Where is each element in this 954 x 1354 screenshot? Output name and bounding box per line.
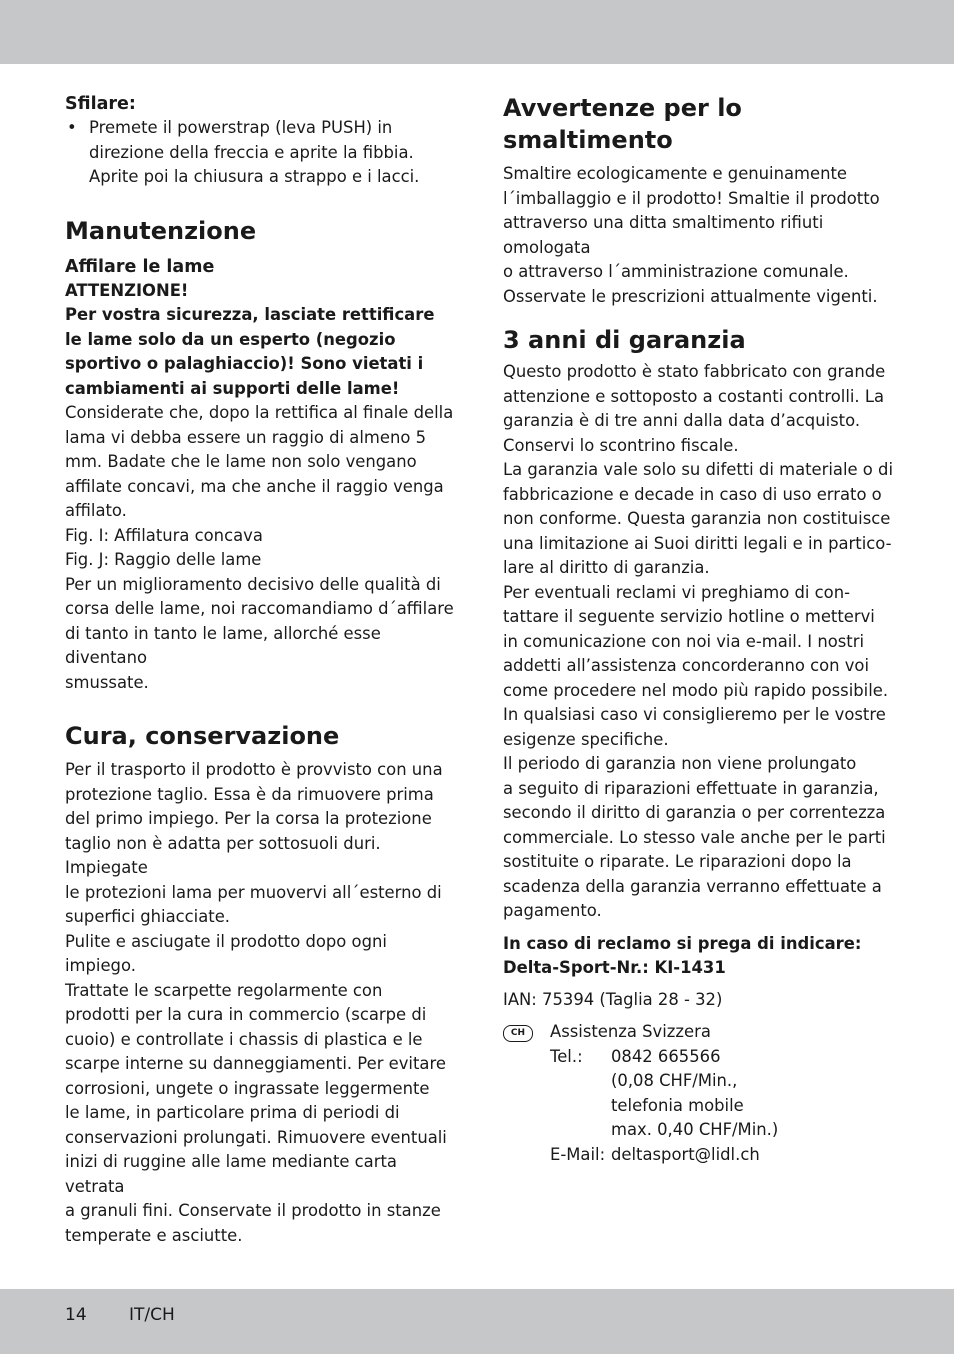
text-line: come procedere nel modo più rapido possibile. xyxy=(503,680,889,700)
text-line: in comunicazione con noi via e-mail. I nostri xyxy=(503,631,864,651)
sfilare-bullet-text xyxy=(89,116,419,190)
warning-line: sportivo o palaghiaccio)! Sono vietati i xyxy=(65,354,424,373)
text-line: Trattate le scarpette regolarmente con xyxy=(65,980,383,1000)
affilare-body xyxy=(65,401,457,695)
text-line: Per eventuali reclami vi preghiamo di con- xyxy=(503,582,851,602)
warning-line: ATTENZIONE! xyxy=(65,280,189,300)
sfilare-bullet xyxy=(65,116,457,190)
text-line: Per il trasporto il prodotto è provvisto con una xyxy=(65,760,443,779)
text-line: commerciale. Lo stesso vale anche per le parti xyxy=(503,827,886,847)
text-line: temperate e asciutte. xyxy=(65,1225,243,1245)
service-details xyxy=(550,1020,778,1167)
text-line: attraverso una ditta smaltimento rifiuti omologata xyxy=(503,213,824,257)
text-line: Per un miglioramento decisivo delle qualità di xyxy=(65,574,441,594)
text-line: le lame, in particolare prima di periodi di xyxy=(65,1103,400,1122)
text-line: protezione taglio. Essa è da rimuovere prima xyxy=(65,784,434,804)
section-title-manutenzione: Manutenzione xyxy=(65,216,257,245)
text-line: conservazioni prolungati. Rimuovere eventuali xyxy=(65,1127,447,1147)
text-line: di tanto in tanto le lame, allorché esse diventano xyxy=(65,623,381,667)
text-line: fabbricazione e decade in caso di uso errato o xyxy=(503,484,882,504)
text-line: superfici ghiacciate. xyxy=(65,907,230,926)
text-line: Osservate le prescrizioni attualmente vigenti. xyxy=(503,286,878,306)
text-line: affilate concavi, ma che anche il raggio venga xyxy=(65,476,444,496)
text-line: Smaltire ecologicamente e genuinamente xyxy=(503,164,847,183)
warning-line: le lame solo da un esperto (negozio xyxy=(65,329,396,349)
text-line: In qualsiasi caso vi consiglieremo per le vostre xyxy=(503,705,886,724)
text-line: a granuli fini. Conservate il prodotto in stanze xyxy=(65,1201,441,1220)
service-contact xyxy=(503,1020,895,1167)
text-line: scarpe interne su danneggiamenti. Per evitare xyxy=(65,1054,446,1073)
tel-rate: telefonia mobile xyxy=(611,1095,744,1115)
sfilare-heading: Sfilare: xyxy=(65,94,136,114)
section-title-avvertenze xyxy=(503,92,895,156)
tel-row xyxy=(550,1045,778,1143)
text-line: a seguito di riparazioni effettuate in garanzia, xyxy=(503,778,879,798)
tel-values xyxy=(611,1045,778,1143)
text-line: smussate. xyxy=(65,672,149,692)
bullet-dot: • xyxy=(67,118,77,137)
avvertenze-body xyxy=(503,162,895,309)
tel-rate: max. 0,40 CHF/Min.) xyxy=(611,1120,779,1139)
text-line: Considerate che, dopo la rettifica al finale della xyxy=(65,403,454,422)
text-line: direzione della freccia e aprite la fibbia. xyxy=(89,142,414,162)
ch-country-badge: CH xyxy=(503,1025,533,1042)
subsection-title-affilare: Affilare le lame xyxy=(65,256,215,277)
text-line: del primo impiego. Per la corsa la protezione xyxy=(65,809,432,828)
text-line: prodotti per la cura in commercio (scarpe di xyxy=(65,1005,427,1024)
text-line: corsa delle lame, noi raccomandiamo d´affilare xyxy=(65,599,454,618)
email-row xyxy=(550,1143,778,1168)
warning-block xyxy=(65,279,457,402)
text-line: esigenze specifiche. xyxy=(503,729,669,749)
text-line: affilato. xyxy=(65,501,127,520)
text-line: tattare il seguente servizio hotline o mettervi xyxy=(503,607,875,626)
service-name: Assistenza Svizzera xyxy=(550,1022,711,1041)
text-line: garanzia è di tre anni dalla data d’acquisto. xyxy=(503,411,861,430)
section-title-garanzia: 3 anni di garanzia xyxy=(503,326,746,354)
text-line: Conservi lo scontrino fiscale. xyxy=(503,435,739,455)
text-line: non conforme. Questa garanzia non costituisce xyxy=(503,509,891,528)
text-line: Aprite poi la chiusura a strappo e i lacci. xyxy=(89,167,420,186)
cura-body xyxy=(65,758,457,1248)
figure-reference: Fig. J: Raggio delle lame xyxy=(65,550,262,569)
text-line: scadenza della garanzia verranno effettuate a xyxy=(503,876,882,896)
title-line: Avvertenze per lo xyxy=(503,94,742,122)
reclamo-block xyxy=(503,932,895,981)
warning-line: cambiamenti ai supporti delle lame! xyxy=(65,378,400,398)
text-line: secondo il diritto di garanzia o per correntezza xyxy=(503,803,886,822)
text-line: cuoio) e controllate i chassis di plastica e le xyxy=(65,1029,423,1049)
reclamo-line: In caso di reclamo si prega di indicare: xyxy=(503,933,862,953)
ian-number: IAN: 75394 (Taglia 28 - 32) xyxy=(503,989,723,1009)
left-column xyxy=(65,92,457,1248)
text-line: Pulite e asciugate il prodotto dopo ogni impiego. xyxy=(65,931,387,975)
email-label: E-Mail: xyxy=(550,1144,606,1164)
header-band xyxy=(0,0,954,64)
title-line: smaltimento xyxy=(503,126,673,154)
text-line: una limitazione ai Suoi diritti legali e in partico- xyxy=(503,533,892,553)
text-line: Il periodo di garanzia non viene prolungato xyxy=(503,754,857,773)
tel-number: 0842 665566 xyxy=(611,1046,721,1066)
section-title-cura: Cura, conservazione xyxy=(65,722,340,750)
text-line: le protezioni lama per muovervi all´esterno di xyxy=(65,882,442,902)
delta-sport-number: Delta-Sport-Nr.: KI-1431 xyxy=(503,958,726,977)
email-address: deltasport@lidl.ch xyxy=(611,1144,760,1164)
text-line: lama vi debba essere un raggio di almeno 5 xyxy=(65,427,426,447)
tel-rate: (0,08 CHF/Min., xyxy=(611,1071,738,1090)
page-number: 14 xyxy=(65,1305,87,1325)
figure-reference: Fig. I: Affilatura concava xyxy=(65,525,263,545)
text-line: pagamento. xyxy=(503,901,602,920)
text-line: Premete il powerstrap (leva PUSH) in xyxy=(89,118,393,137)
text-line: lare al diritto di garanzia. xyxy=(503,558,710,577)
text-line: addetti all’assistenza concorderanno con voi xyxy=(503,656,870,675)
text-line: inizi di ruggine alle lame mediante carta vetrata xyxy=(65,1152,397,1196)
text-line: La garanzia vale solo su difetti di materiale o di xyxy=(503,460,894,479)
text-line: attenzione e sottoposto a costanti controlli. La xyxy=(503,386,885,406)
warning-line: Per vostra sicurezza, lasciate rettificare xyxy=(65,305,435,324)
text-line: corrosioni, ungete o ingrassate leggermente xyxy=(65,1078,430,1098)
text-line: sostituite o riparate. Le riparazioni dopo la xyxy=(503,852,852,871)
locale-code: IT/CH xyxy=(129,1305,175,1325)
text-line: taglio non è adatta per sottosuoli duri. Impiegate xyxy=(65,833,381,877)
text-line: o attraverso l´amministrazione comunale. xyxy=(503,262,849,281)
text-line: Questo prodotto è stato fabbricato con grande xyxy=(503,362,886,381)
garanzia-body xyxy=(503,360,895,924)
right-column xyxy=(503,92,895,1167)
tel-label: Tel.: xyxy=(550,1046,583,1066)
text-line: l´imballaggio e il prodotto! Smaltie il prodotto xyxy=(503,188,880,208)
text-line: mm. Badate che le lame non solo vengano xyxy=(65,452,417,471)
